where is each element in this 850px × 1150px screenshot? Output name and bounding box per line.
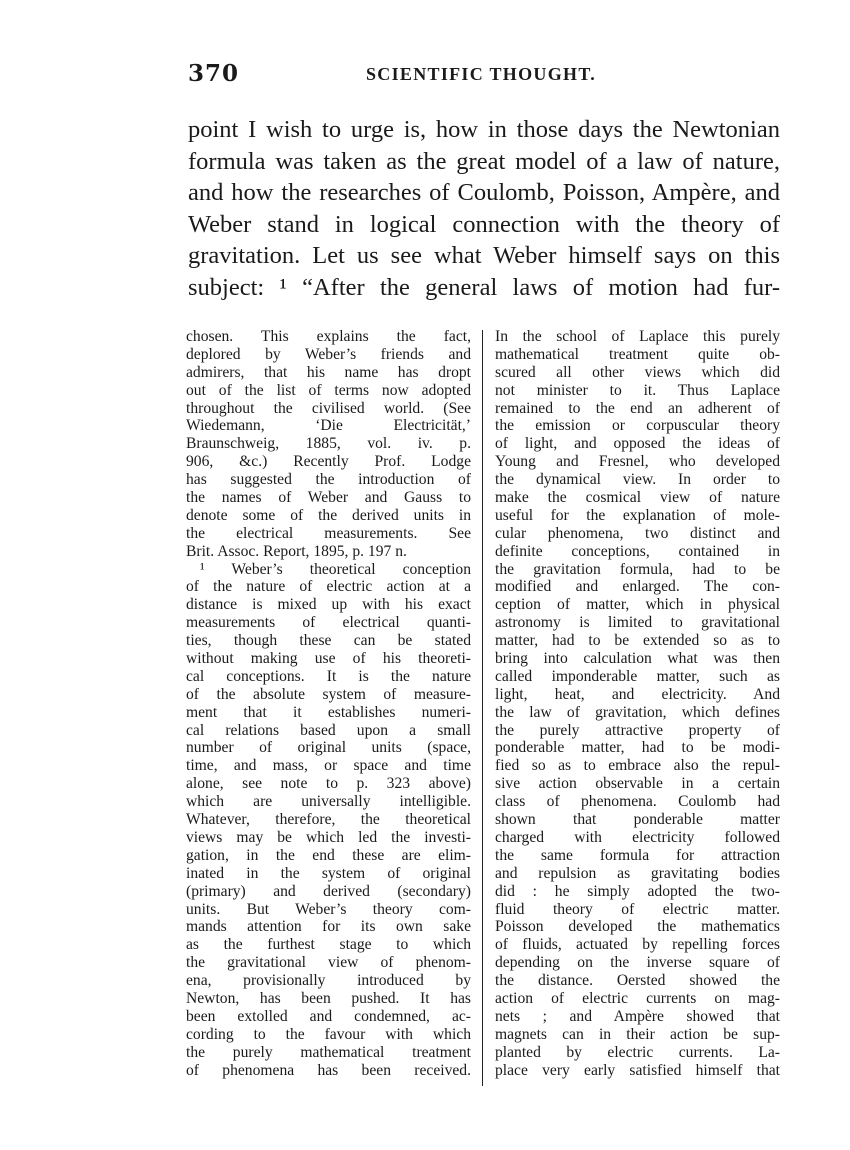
- footnote-line: Whatever, therefore, the theoretical: [186, 811, 471, 829]
- main-text-line: subject: ¹ “After the general laws of motion had fur-: [188, 273, 780, 301]
- footnote-line: ponderable matter, had to be modi-: [495, 739, 780, 757]
- footnote-line: 906, &c.) Recently Prof. Lodge: [186, 453, 471, 471]
- footnote-line: denote some of the derived units in: [186, 506, 471, 524]
- footnote-line: shown that ponderable matter: [495, 811, 780, 829]
- footnote-line: useful for the explanation of mole-: [495, 506, 780, 524]
- footnote-line: ena, provisionally introduced by: [186, 972, 471, 990]
- footnote-line: units. But Weber’s theory com-: [186, 900, 471, 918]
- footnote-line: called imponderable matter, such as: [495, 667, 780, 685]
- running-head: SCIENTIFIC THOUGHT.: [366, 64, 597, 84]
- footnote-line: scured all other views which did: [495, 363, 780, 381]
- main-text-line: point I wish to urge is, how in those days the Newtonian: [188, 116, 780, 143]
- footnote-line: of the absolute system of measure-: [186, 685, 471, 703]
- footnote-line: light, heat, and electricity. And: [495, 685, 780, 703]
- footnote-line: Wiedemann, ‘Die Electricität,’: [186, 417, 471, 435]
- footnotes-right-column: [495, 328, 780, 1079]
- footnote-line: cal conceptions. It is the nature: [186, 667, 471, 685]
- main-text-line: gravitation. Let us see what Weber himself says on this: [188, 242, 780, 269]
- footnote-line: the dynamical view. In order to: [495, 471, 780, 489]
- footnote-line: as the furthest stage to which: [186, 936, 471, 954]
- footnote-line: the electrical measurements. See: [186, 524, 471, 542]
- footnote-line: In the school of Laplace this purely: [495, 328, 780, 345]
- footnote-line: charged with electricity followed: [495, 828, 780, 846]
- footnote-line: place very early satisfied himself that: [495, 1061, 780, 1079]
- footnote-line: make the cosmical view of nature: [495, 489, 780, 507]
- footnote-line: distance is mixed up with his exact: [186, 596, 471, 614]
- footnote-line: the same formula for attraction: [495, 846, 780, 864]
- main-text-line: formula was taken as the great model of a law of nature,: [188, 147, 780, 175]
- footnote-line: ment that it establishes numeri-: [186, 703, 471, 721]
- footnote-line: ception of matter, which in physical: [495, 596, 780, 614]
- footnote-line: admirers, that his name has dropt: [186, 363, 471, 381]
- footnote-line: the names of Weber and Gauss to: [186, 489, 471, 507]
- footnote-line: not minister to it. Thus Laplace: [495, 381, 780, 399]
- footnote-line: Braunschweig, 1885, vol. iv. p.: [186, 435, 471, 453]
- footnote-line: of the nature of electric action at a: [186, 578, 471, 596]
- footnote-line: throughout the civilised world. (See: [186, 399, 471, 417]
- footnote-line: inated in the system of original: [186, 864, 471, 882]
- footnote-line: remained to the end an adherent of: [495, 399, 780, 417]
- footnote-line: astronomy is limited to gravitational: [495, 614, 780, 632]
- footnote-line: (primary) and derived (secondary): [186, 882, 471, 900]
- main-text-block: [188, 114, 780, 303]
- footnote-line: action of electric currents on mag-: [495, 989, 780, 1007]
- footnote-line: gation, in the end these are elim-: [186, 846, 471, 864]
- footnote-line: the gravitational view of phenom-: [186, 954, 471, 972]
- footnote-line: the law of gravitation, which defines: [495, 703, 780, 721]
- page-number: 370: [188, 60, 240, 87]
- footnote-line: without making use of his theoreti-: [186, 650, 471, 668]
- footnote-line: bring into calculation what was then: [495, 650, 780, 668]
- footnote-line: the distance. Oersted showed the: [495, 972, 780, 990]
- footnote-line: of fluids, actuated by repelling forces: [495, 936, 780, 954]
- footnote-line: mathematical treatment quite ob-: [495, 345, 780, 363]
- main-text-line: and how the researches of Coulomb, Poisson, Ampère, and: [188, 179, 780, 206]
- footnote-line: out of the list of terms now adopted: [186, 381, 471, 399]
- footnotes-left-column: [186, 328, 471, 1079]
- footnote-line: deplored by Weber’s friends and: [186, 345, 471, 363]
- footnote-line: which are universally intelligible.: [186, 793, 471, 811]
- footnote-line: the purely attractive property of: [495, 721, 780, 739]
- footnote-line: matter, had to be extended so as to: [495, 632, 780, 650]
- main-text-line: Weber stand in logical connection with the theory of: [188, 210, 780, 238]
- footnote-line: time, and mass, or space and time: [186, 757, 471, 775]
- footnotes-section: [186, 328, 780, 1090]
- footnote-line: been extolled and condemned, ac-: [186, 1007, 471, 1025]
- page-header: [188, 60, 778, 90]
- footnote-line: cular phenomena, two distinct and: [495, 524, 780, 542]
- footnote-line: nets ; and Ampère showed that: [495, 1007, 780, 1025]
- footnote-line: measurements of electrical quanti-: [186, 614, 471, 632]
- footnote-line: Young and Fresnel, who developed: [495, 453, 780, 471]
- footnote-line: chosen. This explains the fact,: [186, 328, 471, 345]
- footnote-line: Newton, has been pushed. It has: [186, 989, 471, 1007]
- footnote-line: did : he simply adopted the two-: [495, 882, 780, 900]
- footnote-line: of light, and opposed the ideas of: [495, 435, 780, 453]
- footnote-line: alone, see note to p. 323 above): [186, 775, 471, 793]
- footnote-line: Poisson developed the mathematics: [495, 918, 780, 936]
- footnote-line: fluid theory of electric matter.: [495, 900, 780, 918]
- footnote-line: number of original units (space,: [186, 739, 471, 757]
- footnote-line: the purely mathematical treatment: [186, 1043, 471, 1061]
- footnote-line: ties, though these can be stated: [186, 632, 471, 650]
- footnote-line: the gravitation formula, had to be: [495, 560, 780, 578]
- footnote-line: the emission or corpuscular theory: [495, 417, 780, 435]
- footnote-line: Brit. Assoc. Report, 1895, p. 197 n.: [186, 542, 407, 560]
- column-divider: [482, 330, 483, 1086]
- footnote-line: depending on the inverse square of: [495, 954, 780, 972]
- footnote-line: of phenomena has been received.: [186, 1061, 471, 1079]
- footnote-line: class of phenomena. Coulomb had: [495, 793, 780, 811]
- footnote-line: has suggested the introduction of: [186, 471, 471, 489]
- footnote-line: magnets can in their action be sup-: [495, 1025, 780, 1043]
- footnote-line: cording to the favour with which: [186, 1025, 471, 1043]
- footnote-line: fied so as to embrace also the repul-: [495, 757, 780, 775]
- footnote-line: cal relations based upon a small: [186, 721, 471, 739]
- footnote-line: ¹ Weber’s theoretical conception: [200, 560, 471, 578]
- footnote-line: planted by electric currents. La-: [495, 1043, 780, 1061]
- footnote-line: sive action observable in a certain: [495, 775, 780, 793]
- footnote-line: and repulsion as gravitating bodies: [495, 864, 780, 882]
- footnote-line: views may be which led the investi-: [186, 828, 471, 846]
- footnote-line: definite conceptions, contained in: [495, 542, 780, 560]
- footnote-line: modified and enlarged. The con-: [495, 578, 780, 596]
- footnote-line: mands attention for its own sake: [186, 918, 471, 936]
